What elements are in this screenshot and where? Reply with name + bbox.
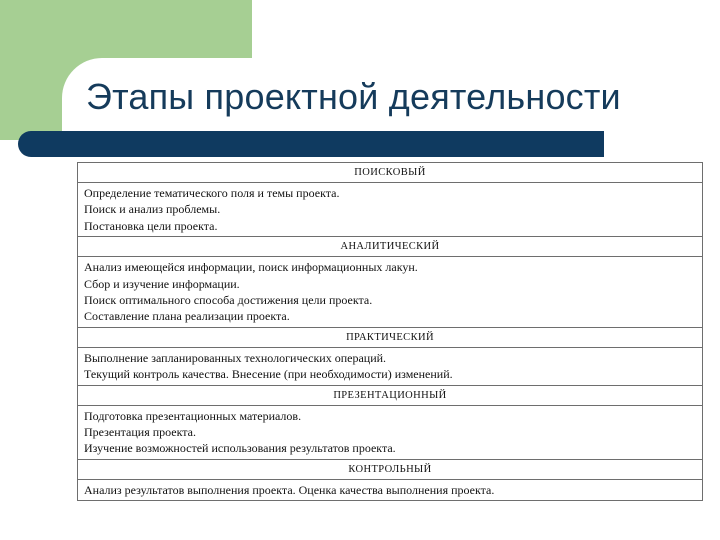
stage-body-analiticheskii — [78, 257, 703, 328]
stage-line: Изучение возможностей использования результатов проекта. — [84, 441, 396, 456]
stage-line: Текущий контроль качества. Внесение (при необходимости) изменений. — [84, 367, 453, 382]
stage-header-row — [78, 163, 703, 183]
stage-line: Составление плана реализации проекта. — [84, 309, 290, 324]
stage-header-poiskovyi: ПОИСКОВЫЙ — [78, 163, 703, 183]
stage-line: Постановка цели проекта. — [84, 218, 218, 233]
stage-body-prezentatsionnyi — [78, 405, 703, 459]
stage-body-row — [78, 479, 703, 500]
stage-line: Выполнение запланированных технологических операций. — [84, 350, 387, 365]
stage-body-row — [78, 257, 703, 328]
stage-header-row — [78, 237, 703, 257]
stage-body-poiskovyi — [78, 183, 703, 237]
stage-line: Поиск и анализ проблемы. — [84, 202, 221, 217]
stage-body-prakticheskii — [78, 347, 703, 385]
stage-line: Анализ имеющейся информации, поиск информационных лакун. — [84, 260, 418, 275]
stage-header-row — [78, 385, 703, 405]
stage-line: Поиск оптимального способа достижения цели проекта. — [84, 293, 373, 308]
stage-header-prezentatsionnyi: ПРЕЗЕНТАЦИОННЫЙ — [78, 385, 703, 405]
stage-line: Подготовка презентационных материалов. — [84, 408, 302, 423]
stage-header-kontrolnyi: КОНТРОЛЬНЫЙ — [78, 459, 703, 479]
page-title: Этапы проектной деятельности — [86, 76, 621, 117]
stage-body-row — [78, 183, 703, 237]
stage-header-prakticheskii: ПРАКТИЧЕСКИЙ — [78, 327, 703, 347]
stage-body-row — [78, 347, 703, 385]
stage-body-kontrolnyi — [78, 479, 703, 500]
stage-line: Сбор и изучение информации. — [84, 276, 240, 291]
stage-body-row — [78, 405, 703, 459]
stage-line: Презентация проекта. — [84, 425, 196, 440]
stage-header-row — [78, 327, 703, 347]
stage-line: Анализ результатов выполнения проекта. Оценка качества выполнения проекта. — [84, 482, 495, 497]
stage-line: Определение тематического поля и темы проекта. — [84, 186, 340, 200]
stage-header-analiticheskii: АНАЛИТИЧЕСКИЙ — [78, 237, 703, 257]
stages-table — [77, 162, 703, 501]
stage-header-row — [78, 459, 703, 479]
title-underline-bar — [18, 131, 604, 157]
